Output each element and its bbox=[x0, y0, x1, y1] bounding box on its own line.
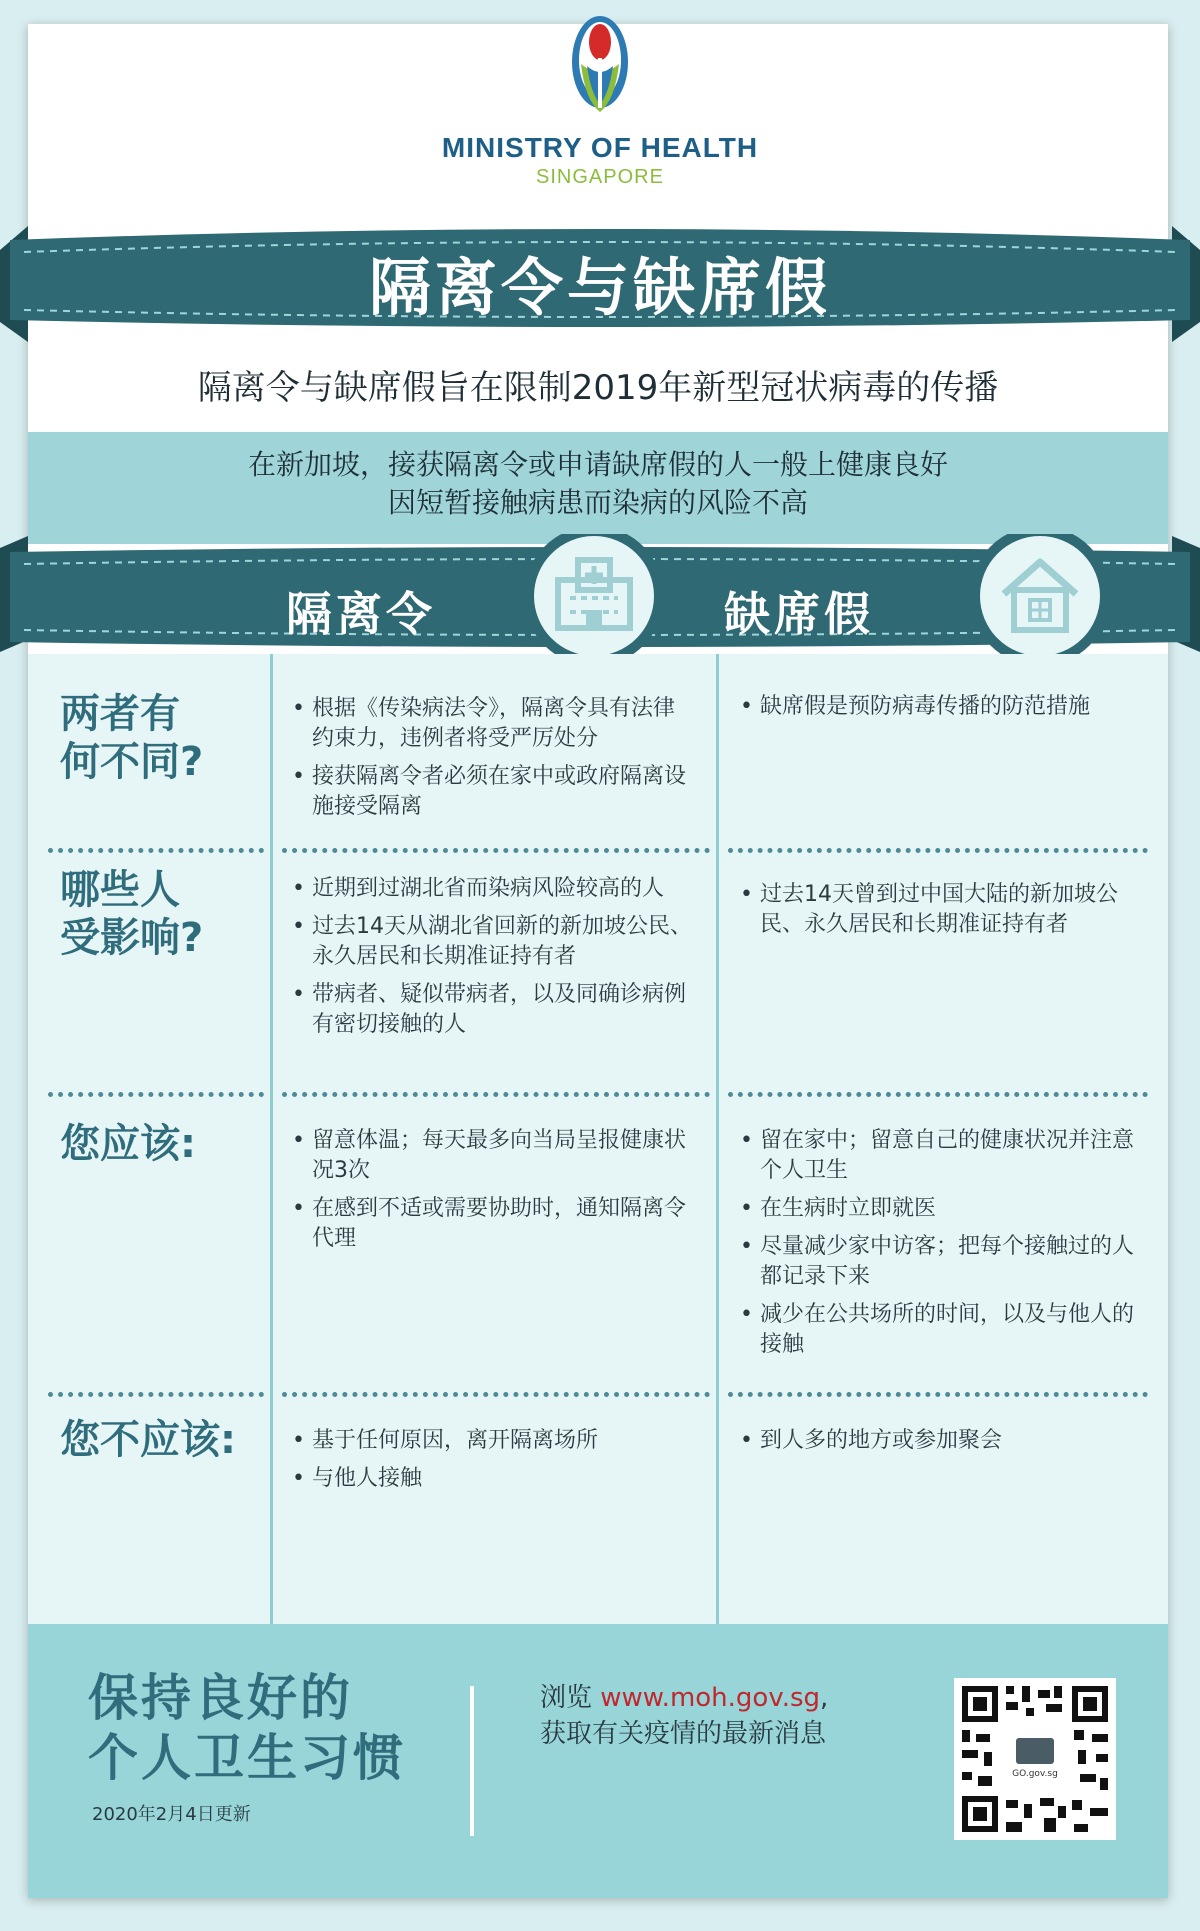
row-label-line: 两者有 bbox=[60, 691, 180, 737]
hygiene-slogan bbox=[88, 1668, 406, 1788]
bullet-item: • 在感到不适或需要协助时，通知隔离令代理 bbox=[292, 1194, 692, 1254]
intro-line-2: 因短暂接触病患而染病的风险不高 bbox=[387, 486, 808, 519]
moh-logo-icon bbox=[565, 16, 635, 126]
slogan-line: 个人卫生习惯 bbox=[88, 1729, 406, 1787]
row-divider bbox=[728, 1392, 1148, 1397]
browse-suffix: , bbox=[820, 1683, 829, 1713]
bullet-item: • 缺席假是预防病毒传播的防范措施 bbox=[740, 692, 1140, 722]
footer-divider bbox=[470, 1686, 474, 1836]
row-label-difference bbox=[60, 690, 203, 786]
row-divider bbox=[728, 848, 1148, 853]
row-label-should bbox=[60, 1120, 196, 1168]
cell-should-not-quarantine bbox=[292, 1426, 692, 1502]
org-name: MINISTRY OF HEALTH bbox=[441, 132, 759, 163]
bullet-item: • 带病者、疑似带病者，以及同确诊病例有密切接触的人 bbox=[292, 980, 692, 1040]
cell-difference-leave bbox=[740, 692, 1140, 730]
qr-label: GO.gov.sg bbox=[1012, 1769, 1058, 1779]
moh-logo-block bbox=[0, 16, 1200, 189]
row-label-line: 哪些人 bbox=[60, 867, 180, 913]
intro-band bbox=[28, 432, 1168, 544]
cell-should-not-leave bbox=[740, 1426, 1140, 1464]
bullet-item: • 减少在公共场所的时间，以及与他人的接触 bbox=[740, 1300, 1140, 1360]
row-divider bbox=[282, 1392, 710, 1397]
updated-date: 2020年2月4日更新 bbox=[92, 1804, 251, 1825]
bullet-item: • 基于任何原因，离开隔离场所 bbox=[292, 1426, 692, 1456]
row-label-line: 受影响? bbox=[60, 915, 204, 961]
column-divider bbox=[270, 654, 273, 1624]
row-divider bbox=[282, 848, 710, 853]
column-header-quarantine: 隔离令 bbox=[286, 587, 436, 641]
row-divider bbox=[48, 1092, 264, 1097]
bullet-item: • 过去14天从湖北省回新的新加坡公民、永久居民和长期准证持有者 bbox=[292, 912, 692, 972]
slogan-line: 保持良好的 bbox=[88, 1669, 353, 1727]
row-divider bbox=[48, 1392, 264, 1397]
org-country: SINGAPORE bbox=[536, 166, 664, 188]
qr-code[interactable] bbox=[954, 1678, 1116, 1840]
cell-should-quarantine bbox=[292, 1126, 692, 1262]
column-divider bbox=[716, 654, 719, 1624]
house-icon bbox=[970, 534, 1110, 666]
browse-prefix: 浏览 bbox=[540, 1683, 601, 1713]
row-label-line: 何不同? bbox=[60, 739, 204, 785]
row-label-affected bbox=[60, 866, 203, 962]
cell-affected-quarantine bbox=[292, 874, 692, 1048]
cell-should-leave bbox=[740, 1126, 1140, 1368]
page-subtitle: 隔离令与缺席假旨在限制2019年新型冠状病毒的传播 bbox=[197, 368, 999, 408]
cell-affected-leave bbox=[740, 880, 1140, 948]
row-label-line: 您应该: bbox=[60, 1121, 196, 1167]
bullet-item: • 根据《传染病法令》，隔离令具有法律约束力，违例者将受严厉处分 bbox=[292, 694, 692, 754]
column-header-leave: 缺席假 bbox=[724, 587, 874, 641]
bullet-item: • 留在家中；留意自己的健康状况并注意个人卫生 bbox=[740, 1126, 1140, 1186]
browse-line-2: 获取有关疫情的最新消息 bbox=[540, 1719, 827, 1749]
qr-code-icon bbox=[954, 1678, 1116, 1840]
column-header-ribbon bbox=[0, 534, 1200, 674]
row-divider bbox=[282, 1092, 710, 1097]
row-label-should-not bbox=[60, 1416, 236, 1464]
bullet-item: • 过去14天曾到过中国大陆的新加坡公民、永久居民和长期准证持有者 bbox=[740, 880, 1140, 940]
page-title: 隔离令与缺席假 bbox=[368, 251, 831, 324]
moh-website-link[interactable]: www.moh.gov.sg bbox=[600, 1683, 821, 1713]
bullet-item: • 留意体温；每天最多向当局呈报健康状况3次 bbox=[292, 1126, 692, 1186]
bullet-item: • 与他人接触 bbox=[292, 1464, 692, 1494]
browse-info bbox=[540, 1680, 828, 1752]
bullet-item: • 接获隔离令者必须在家中或政府隔离设施接受隔离 bbox=[292, 762, 692, 822]
bullet-item: • 尽量减少家中访客；把每个接触过的人都记录下来 bbox=[740, 1232, 1140, 1292]
row-divider bbox=[728, 1092, 1148, 1097]
cell-difference-quarantine bbox=[292, 694, 692, 830]
bullet-item: • 近期到过湖北省而染病风险较高的人 bbox=[292, 874, 692, 904]
row-divider bbox=[48, 848, 264, 853]
row-label-line: 您不应该: bbox=[60, 1417, 236, 1463]
bullet-item: • 到人多的地方或参加聚会 bbox=[740, 1426, 1140, 1456]
bullet-item: • 在生病时立即就医 bbox=[740, 1194, 1140, 1224]
intro-line-1: 在新加坡，接获隔离令或申请缺席假的人一般上健康良好 bbox=[247, 448, 948, 481]
